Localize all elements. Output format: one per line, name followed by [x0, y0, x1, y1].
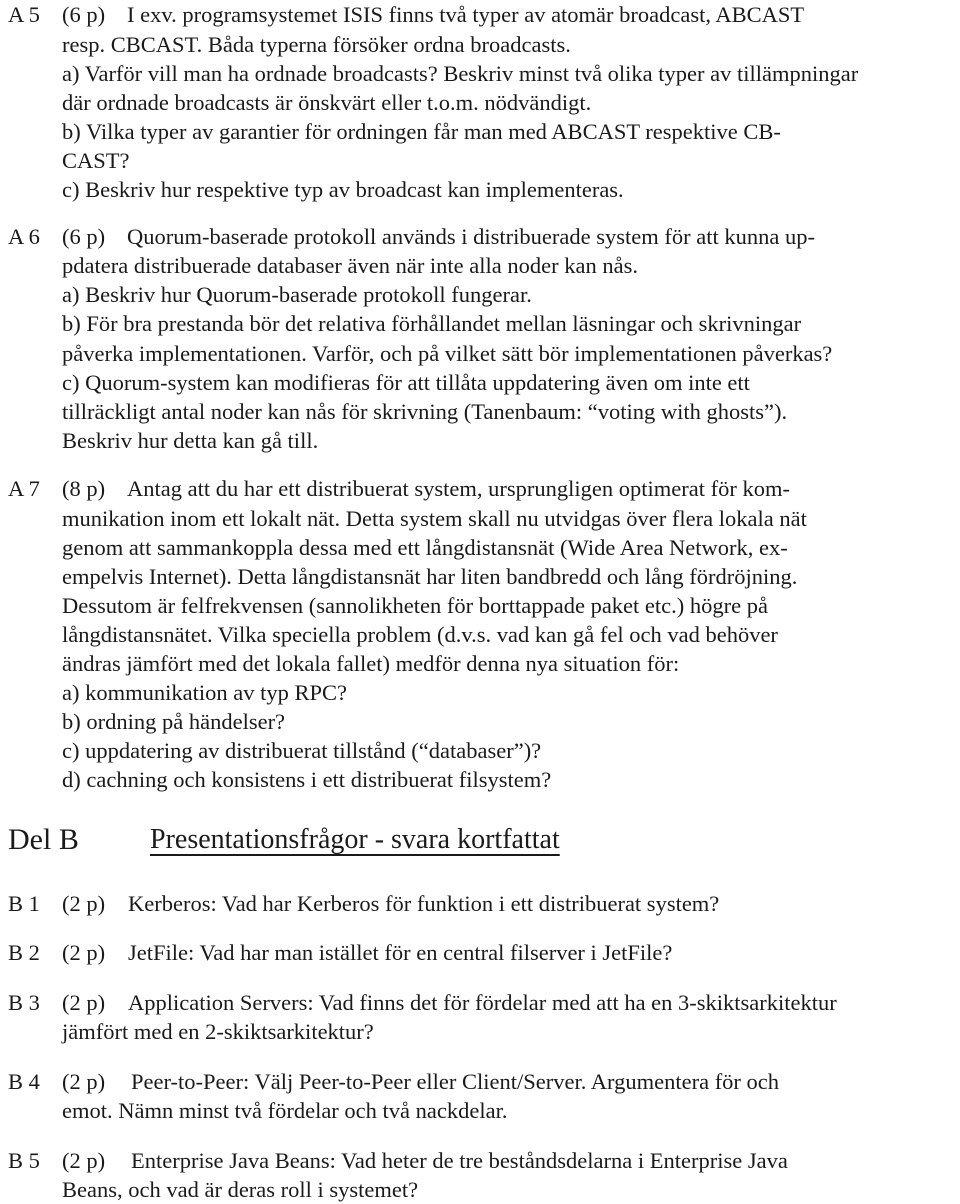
section-heading: Presentationsfrågor - svara kortfattat: [150, 824, 560, 855]
question-text-line: a) Beskriv hur Quorum-baserade protokoll fungerar.: [62, 282, 532, 307]
question-points: (2 p): [62, 990, 106, 1015]
question-points: (2 p): [62, 1069, 106, 1094]
question-label: B 1: [8, 891, 40, 916]
question-text-line: jämfört med en 2-skiktsarkitektur?: [62, 1019, 374, 1044]
question-points: (6 p): [62, 2, 106, 27]
question-text-line: CAST?: [62, 148, 130, 173]
question-label: A 6: [8, 224, 40, 249]
question-text-line: Kerberos: Vad har Kerberos för funktion i ett distribuerat system?: [128, 891, 720, 916]
question-text-line: genom att sammankoppla dessa med ett långdistansnät (Wide Area Network, ex-: [62, 535, 788, 560]
question-text-line: d) cachning och konsistens i ett distribuerat filsystem?: [62, 767, 552, 792]
question-text-line: munikation inom ett lokalt nät. Detta system skall nu utvidgas över flera lokala nät: [62, 506, 807, 531]
question-text-line: JetFile: Vad har man istället för en central filserver i JetFile?: [128, 940, 673, 965]
question-label: A 7: [8, 476, 40, 501]
question-label: B 5: [8, 1148, 40, 1173]
question-text-line: Enterprise Java Beans: Vad heter de tre beståndsdelarna i Enterprise Java: [131, 1148, 788, 1173]
question-label: B 2: [8, 940, 40, 965]
question-text-line: tillräckligt antal noder kan nås för skrivning (Tanenbaum: “voting with ghosts”).: [62, 399, 788, 424]
question-text-line: påverka implementationen. Varför, och på vilket sätt bör implementationen påverkas?: [62, 341, 833, 366]
question-text-line: b) ordning på händelser?: [62, 709, 286, 734]
question-text-line: Peer-to-Peer: Välj Peer-to-Peer eller Client/Server. Argumentera för och: [131, 1069, 780, 1094]
question-points: (2 p): [62, 891, 106, 916]
question-text-line: I exv. programsystemet ISIS finns två typer av atomär broadcast, ABCAST: [127, 2, 805, 27]
question-text-line: Quorum-baserade protokoll används i distribuerade system för att kunna up-: [127, 224, 815, 249]
question-text-line: a) Varför vill man ha ordnade broadcasts? Beskriv minst två olika typer av tillämpningar: [62, 61, 859, 86]
question-label: B 4: [8, 1069, 40, 1094]
question-text-line: a) kommunikation av typ RPC?: [62, 680, 347, 705]
question-text-line: långdistansnätet. Vilka speciella problem (d.v.s. vad kan gå fel och vad behöver: [62, 622, 778, 647]
question-text-line: Antag att du har ett distribuerat system, ursprungligen optimerat för kom-: [127, 476, 790, 501]
question-points: (2 p): [62, 1148, 106, 1173]
question-text-line: pdatera distribuerade databaser även när inte alla noder kan nås.: [62, 253, 638, 278]
question-label: B 3: [8, 990, 40, 1015]
question-text-line: emot. Nämn minst två fördelar och två nackdelar.: [62, 1098, 508, 1123]
question-text-line: b) Vilka typer av garantier för ordningen får man med ABCAST respektive CB-: [62, 119, 781, 144]
question-text-line: Beans, och vad är deras roll i systemet?: [62, 1177, 419, 1202]
question-points: (6 p): [62, 224, 106, 249]
section-label: Del B: [8, 823, 79, 856]
question-label: A 5: [8, 2, 40, 27]
question-text-line: b) För bra prestanda bör det relativa förhållandet mellan läsningar och skrivningar: [62, 311, 802, 336]
question-text-line: c) uppdatering av distribuerat tillstånd (“databaser”)?: [62, 738, 542, 763]
question-text-line: ändras jämfört med det lokala fallet) medför denna nya situation för:: [62, 651, 680, 676]
question-text-line: Dessutom är felfrekvensen (sannolikheten för borttappade paket etc.) högre på: [62, 593, 768, 618]
question-text-line: Application Servers: Vad finns det för fördelar med att ha en 3-skiktsarkitektur: [128, 990, 837, 1015]
question-points: (2 p): [62, 940, 106, 965]
question-points: (8 p): [62, 476, 106, 501]
question-text-line: Beskriv hur detta kan gå till.: [62, 428, 319, 453]
question-text-line: c) Beskriv hur respektive typ av broadcast kan implementeras.: [62, 177, 624, 202]
question-text-line: resp. CBCAST. Båda typerna försöker ordna broadcasts.: [62, 32, 571, 57]
question-text-line: empelvis Internet). Detta långdistansnät har liten bandbredd och lång fördröjning.: [62, 564, 798, 589]
question-text-line: där ordnade broadcasts är önskvärt eller t.o.m. nödvändigt.: [62, 90, 592, 115]
question-text-line: c) Quorum-system kan modifieras för att tillåta uppdatering även om inte ett: [62, 370, 750, 395]
